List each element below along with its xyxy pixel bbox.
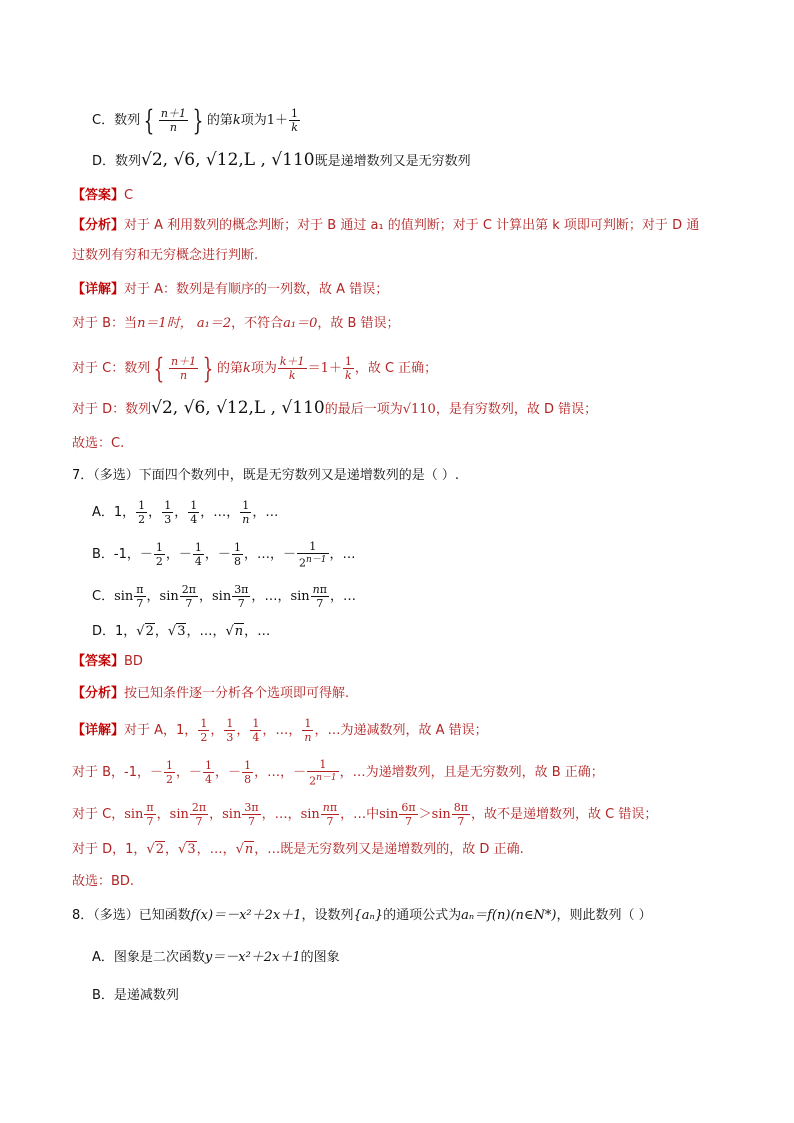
option-label: A．1， [92,505,136,520]
q7-option-c: C．sin $\frac{\pi}{7}$ ，sin $\frac{2\pi}{7}$ ，sin $\frac{3\pi}{7}$ ，…，sin $\frac{n\pi}{7}$ ，… [92,583,356,610]
ellipsis: …， [264,589,291,604]
numerator: n＋1 [160,107,186,120]
question-8-stem [72,906,652,926]
math-sequence: √2, √6, √12,L , √110 [151,398,325,418]
math: √110 [402,402,436,417]
conclusion-q7: 故选：BD. [72,874,135,889]
brace-right: } [202,351,214,385]
ellipsis: …， [256,547,283,562]
text: ，不符合 [231,316,284,331]
math: {aₙ} [353,908,384,923]
text: 对于 D：数列 [72,402,152,417]
text: 对于 C， [72,807,125,822]
fraction: $\frac{k+1}{k}$ [279,355,305,382]
analysis-tag: 【分析】 [72,686,125,701]
fraction [169,355,198,382]
option-label: C．数列 [92,113,141,128]
analysis-text: 按已知条件逐一分析各个选项即可得解. [124,686,350,701]
denominator: n [169,121,177,134]
option-label: D．数列 [92,154,142,169]
text: …为递减数列，故 A 错误； [327,723,488,738]
denominator: n [180,369,188,382]
text: A．图象是二次函数 [92,950,205,965]
detail-tag: 【详解】 [72,723,125,738]
numerator: n＋1 [171,355,197,368]
q7-option-d: D．1，√2，√3，…，√n，… [92,624,271,639]
text: 的图象 [300,950,340,965]
answer-q6 [72,186,133,206]
detail-tag: 【详解】 [72,282,125,297]
text: 对于 A，1， [124,723,198,738]
analysis-q7 [72,684,349,704]
text: 的最后一项为 [324,402,403,417]
detail-q6-d [72,396,597,420]
detail-text: 对于 A：数列是有顺序的一列数，故 A 错误； [124,282,389,297]
analysis-q6-line1 [72,216,699,236]
option-label: D．1， [92,624,137,639]
text: 的第 [216,361,243,376]
option-label: B．-1， [92,547,140,562]
conclusion-q6: 故选：C. [72,436,125,451]
text: 项为 [240,113,267,128]
answer-text: BD [124,654,143,669]
option-c-q6 [92,104,301,138]
math: 1＋ [266,113,289,128]
q7-option-b: B．-1，－ $\frac{1}{2}$ ，－ $\frac{1}{4}$ ，－ $\frac{1}{8}$ ，…，－ $\frac{1}{2^{n-1}}$ ，… [92,539,356,570]
text: 的通项公式为 [383,908,462,923]
q7-option-a: A．1， $\frac{1}{2}$ ， $\frac{1}{3}$ ， $\frac{1}{4}$ ，…， $\frac{1}{n}$ ，… [92,499,279,526]
analysis-text: 对于 A 利用数列的概念判断；对于 B 通过 a₁ 的值判断；对于 C 计算出第 k 项即可判断；对于 D 通 [124,218,700,233]
text: 的第 [206,113,233,128]
math-var: k [242,361,251,376]
detail-q7-d: 对于 D，1，√2，√3，…，√n，…既是无穷数列又是递增数列的，故 D 正确. [72,842,524,857]
text: ，是有穷数列，故 D 错误； [435,402,598,417]
q8-option-a [92,948,340,968]
math: a₁＝0 [283,316,318,331]
brace-right: } [192,103,204,137]
brace-left: { [153,351,165,385]
ellipsis: …， [199,624,226,639]
numerator: 1 [291,107,299,120]
text: …为递增数列，且是无穷数列，故 B 正确； [352,765,604,780]
detail-q6-a [72,280,388,300]
analysis-q6-line2: 过数列有穷和无穷概念进行判断. [72,248,259,263]
math-sequence: √2, √6, √12,L , √110 [141,150,315,170]
fraction: $\frac{1}{k}$ [344,355,352,382]
text: ，则此数列（ ） [556,908,652,923]
text: ，故不是递增数列，故 C 错误； [471,807,658,822]
text: 对于 B：当 [72,316,138,331]
ellipsis: … [257,624,271,639]
brace-left: { [143,103,155,137]
ellipsis: … [343,589,356,604]
fraction [289,107,300,134]
question-7-stem: 7．（多选）下面四个数列中，既是无穷数列又是递增数列的是（ ）. [72,468,460,483]
answer-q7 [72,652,143,672]
text: ，设数列 [301,908,354,923]
ellipsis: … [265,505,279,520]
text: 项为 [250,361,277,376]
text: 对于 B，-1， [72,765,151,780]
fraction [159,107,188,134]
q8-option-b: B．是递减数列 [92,988,179,1003]
text: 既是递增数列又是无穷数列 [314,154,471,169]
math: a₁＝2 [196,316,232,331]
option-label: C． [92,589,115,604]
ellipsis: …， [213,505,240,520]
denominator: k [291,121,298,134]
math: n＝1时， [137,316,193,331]
detail-q6-c [72,352,437,386]
text: …既是无穷数列又是递增数列的，故 D 正确. [267,842,524,857]
analysis-tag: 【分析】 [72,218,125,233]
math-var: k [232,113,241,128]
text: …中 [353,807,380,822]
answer-text: C [124,188,134,203]
math: y＝－x²＋2x＋1 [204,950,301,965]
text: 对于 C：数列 [72,361,151,376]
answer-tag: 【答案】 [72,188,125,203]
option-d-q6 [92,148,471,172]
text: ，故 B 错误； [317,316,400,331]
text: ，故 C 正确； [354,361,438,376]
detail-q6-b [72,314,400,334]
detail-q7-b: 对于 B，-1，－ $\frac{1}{2}$ ，－ $\frac{1}{4}$ ，－ $\frac{1}{8}$ ，…，－ $\frac{1}{2^{n-1}}$ ，…为递增数列，且是无穷数列，故 B 正确； [72,757,604,788]
answer-tag: 【答案】 [72,654,125,669]
math: f(x)＝－x²＋2x＋1 [190,908,302,923]
detail-q7-c: 对于 C，sin $\frac{\pi}{7}$ ，sin $\frac{2\pi}{7}$ ，sin $\frac{3\pi}{7}$ ，…，sin $\frac{n\pi}{7}$ ，…中sin $\frac{6\pi}{7}$ ＞sin $\frac{8\pi}{7}$ ，故不是递增数列，故 C 错误； [72,801,658,828]
ellipsis: … [342,547,356,562]
text: 对于 D，1， [72,842,147,857]
math: ＝1＋ [307,361,342,376]
detail-q7-a: 【详解】对于 A，1， $\frac{1}{2}$ ， $\frac{1}{3}$ ， $\frac{1}{4}$ ，…， $\frac{1}{n}$ ，…为递减数列，故 A 错误； [72,717,488,744]
math: aₙ＝f(n)(n∈N*) [461,908,557,923]
text: 8．（多选）已知函数 [72,908,191,923]
